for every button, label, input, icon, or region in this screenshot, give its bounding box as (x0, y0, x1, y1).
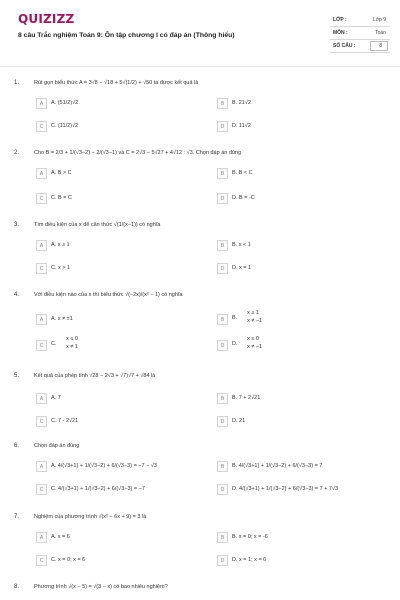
option-text: B. 7 + 2√21 (232, 395, 261, 401)
question-text: Nghiệm của phương trình √(x² − 6x + 9) = 3 là (34, 514, 147, 520)
meta-value-count: 8 (379, 43, 382, 49)
question-number: 3. (14, 222, 20, 228)
option-letter: A (36, 98, 47, 109)
option-a[interactable] (36, 98, 186, 110)
question-number: 5. (14, 373, 20, 379)
option-letter: D (217, 416, 228, 427)
meta-row-count (330, 40, 390, 53)
option-a[interactable] (36, 168, 186, 180)
question-text: Cho B = 2/3 + 1/(√3−2) − 2/(√3−1) và C = 2√3 − 5√27 + 4√12 : √3. Chọn đáp án đúng (34, 150, 242, 156)
option-text: A. x ≥ 1 (51, 242, 70, 248)
option-condition-1: x ≤ 0 (247, 336, 259, 342)
option-c[interactable] (36, 416, 186, 428)
option-prefix: B. (232, 315, 238, 321)
option-d[interactable] (217, 336, 367, 356)
document-title: 8 câu Trắc nghiệm Toán 9: Ôn tập chương I có đáp án (Thông hiểu) (18, 32, 235, 39)
question-text: Rút gọn biểu thức A = 3√8 − √18 + 5√(1/2) + √50 ta được kết quả là (34, 80, 199, 86)
header-divider (0, 66, 400, 67)
option-a[interactable] (36, 240, 186, 252)
option-text: D. 11√2 (232, 123, 251, 129)
question-text: Chọn đáp án đúng (34, 443, 80, 449)
option-letter: D (217, 340, 228, 351)
question-number: 7. (14, 514, 20, 520)
option-text: D. 21 (232, 418, 246, 424)
meta-row-class (330, 14, 390, 27)
option-letter: C (36, 263, 47, 274)
meta-value-subject: Toán (375, 30, 386, 36)
option-prefix: C. (51, 341, 57, 347)
option-b[interactable] (217, 393, 367, 405)
option-letter: B (217, 461, 228, 472)
option-text: D. x = 1 (232, 265, 252, 271)
option-a[interactable] (36, 393, 186, 405)
meta-label-subject: MÔN : (333, 30, 348, 36)
option-text: B. 4/(√3+1) + 1/(√3−2) + 6/(√3−3) = 7 (232, 463, 323, 469)
option-letter: A (36, 240, 47, 251)
option-text: D. 4/(√3+1) + 1/(√3−2) + 6/(√3−3) = 7 + 7√3 (232, 486, 339, 492)
option-letter: B (217, 314, 228, 325)
option-c[interactable] (36, 263, 186, 275)
option-letter: D (217, 121, 228, 132)
option-b[interactable] (217, 310, 367, 330)
question-number: 2. (14, 150, 20, 156)
option-text: D. x = 1; x = 6 (232, 557, 267, 563)
option-text: A. 7 (51, 395, 61, 401)
option-text: C. 4/(√3+1) + 1/(√3−2) + 6/(√3−3) = −7 (51, 486, 145, 492)
option-letter: B (217, 393, 228, 404)
meta-label-class: LỚP : (333, 17, 347, 23)
quizizz-logo: QUIZIZZ (18, 12, 75, 26)
meta-panel (330, 14, 390, 53)
option-a[interactable] (36, 314, 186, 326)
option-letter: B (217, 168, 228, 179)
option-letter: C (36, 416, 47, 427)
option-d[interactable] (217, 416, 367, 428)
option-text: A. B > C (51, 170, 72, 176)
meta-row-subject (330, 27, 390, 40)
option-text: D. B = -C (232, 195, 255, 201)
option-b[interactable] (217, 168, 367, 180)
option-letter: A (36, 168, 47, 179)
option-text: C. x = 0; x = 6 (51, 557, 86, 563)
option-b[interactable] (217, 461, 367, 473)
option-letter: D (217, 555, 228, 566)
question-number: 1. (14, 80, 20, 86)
option-letter: B (217, 98, 228, 109)
option-d[interactable] (217, 121, 367, 133)
option-d[interactable] (217, 193, 367, 205)
option-b[interactable] (217, 240, 367, 252)
option-letter: B (217, 532, 228, 543)
option-a[interactable] (36, 461, 186, 473)
option-condition-1: x ≤ 0 (66, 336, 78, 342)
question-number: 6. (14, 443, 20, 449)
option-condition-2: x ≠ 1 (66, 344, 78, 350)
option-text: C. (11/2)√2 (51, 123, 79, 129)
meta-value-class: Lớp 9 (372, 17, 386, 23)
option-b[interactable] (217, 98, 367, 110)
option-letter: D (217, 193, 228, 204)
option-c[interactable] (36, 193, 186, 205)
option-text: A. 4/(√3+1) + 1/(√3−2) + 6/(√3−3) = −7 − √3 (51, 463, 157, 469)
option-c[interactable] (36, 336, 186, 356)
question-text: Với điều kiện nào của x thì biểu thức √(−2x)/(x² − 1) có nghĩa (34, 292, 183, 298)
option-d[interactable] (217, 555, 367, 567)
option-condition-2: x ≠ −1 (247, 344, 263, 350)
option-text: B. 21√2 (232, 100, 251, 106)
option-letter: C (36, 193, 47, 204)
option-letter: A (36, 461, 47, 472)
question-text: Phương trình √(x − 5) = √(3 − x) có bao nhiêu nghiệm? (34, 584, 168, 590)
option-condition-1: x ≥ 1 (247, 310, 259, 316)
option-text: C. B = C (51, 195, 72, 201)
option-letter: D (217, 484, 228, 495)
option-d[interactable] (217, 263, 367, 275)
option-a[interactable] (36, 532, 186, 544)
option-b[interactable] (217, 532, 367, 544)
option-text: B. x = 0; x = -6 (232, 534, 268, 540)
option-text: A. (51/2)√2 (51, 100, 79, 106)
question-text: Kết quả của phép tính √28 − 2√3 + √7)√7 + √84 là (34, 373, 156, 379)
option-condition-2: x ≠ −1 (247, 318, 263, 324)
option-text: C. 7 - 2√21 (51, 418, 79, 424)
option-letter: C (36, 555, 47, 566)
option-letter: C (36, 121, 47, 132)
meta-label-count: SỐ CÂU : (333, 43, 356, 49)
option-letter: A (36, 393, 47, 404)
option-text: C. x > 1 (51, 265, 71, 271)
option-text: A. x = 6 (51, 534, 70, 540)
option-letter: C (36, 340, 47, 351)
question-text: Tìm điều kiện của x để căn thức √(1/(x−1)) có nghĩa (34, 222, 161, 228)
option-text: A. x ≠ ±1 (51, 316, 73, 322)
option-d[interactable] (217, 484, 367, 496)
option-letter: D (217, 263, 228, 274)
option-letter: A (36, 314, 47, 325)
option-text: B. x < 1 (232, 242, 251, 248)
option-letter: C (36, 484, 47, 495)
option-c[interactable] (36, 121, 186, 133)
question-number: 4. (14, 292, 20, 298)
option-prefix: D. (232, 341, 238, 347)
option-letter: A (36, 532, 47, 543)
option-text: B. B < C (232, 170, 253, 176)
question-number: 8. (14, 584, 20, 590)
option-letter: B (217, 240, 228, 251)
option-c[interactable] (36, 555, 186, 567)
option-c[interactable] (36, 484, 186, 496)
